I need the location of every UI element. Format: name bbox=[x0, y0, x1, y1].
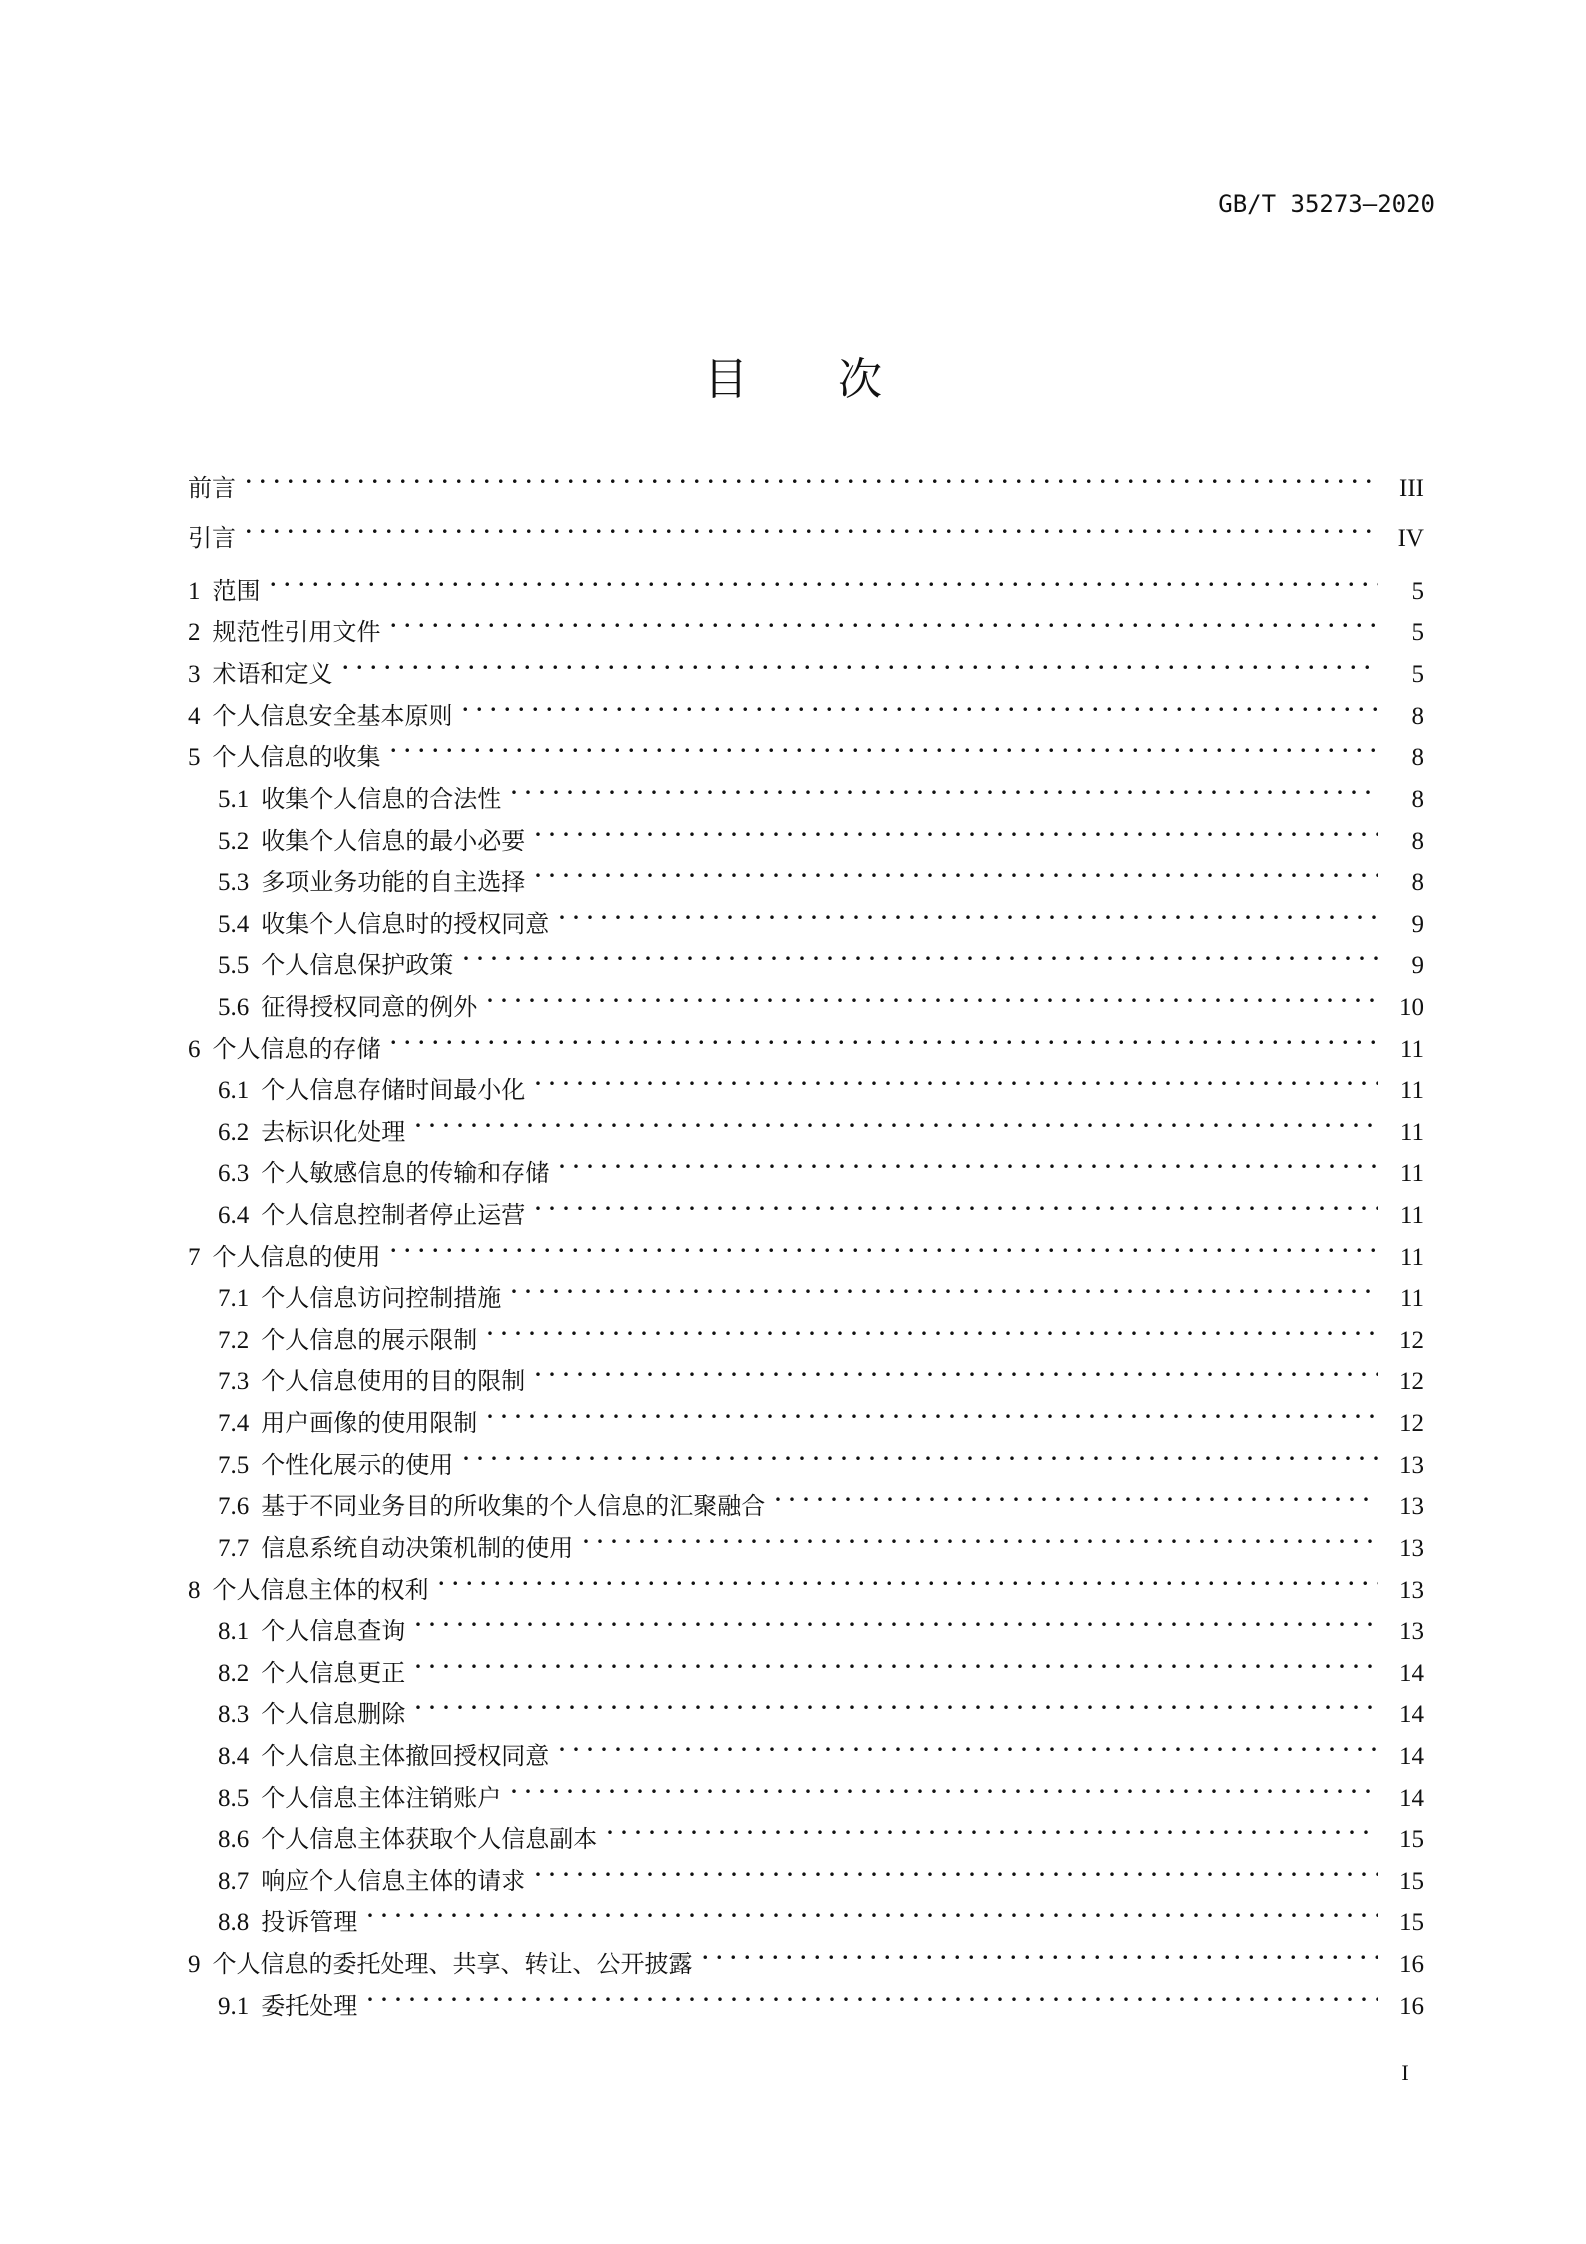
page-title-char-2: 次 bbox=[838, 354, 882, 405]
toc-entry-label: 个人信息查询 bbox=[261, 1617, 406, 1645]
toc-entry-page: 8 bbox=[1411, 703, 1424, 730]
dot-leader bbox=[391, 1225, 1379, 1265]
toc-entry[interactable] bbox=[218, 1433, 1424, 1479]
toc-entry-label: 个人信息的委托处理、共享、转让、公开披露 bbox=[212, 1950, 693, 1978]
toc-entry-number: 5.1 bbox=[218, 786, 250, 813]
dot-leader bbox=[415, 1682, 1378, 1722]
toc-entry-label: 个人敏感信息的传输和存储 bbox=[261, 1159, 550, 1187]
toc-entry-label: 个人信息主体注销账户 bbox=[261, 1784, 502, 1812]
toc-entry[interactable] bbox=[188, 600, 1424, 646]
toc-entry[interactable] bbox=[218, 892, 1424, 938]
toc-entry-label: 个人信息保护政策 bbox=[261, 951, 454, 979]
toc-entry-number: 7.4 bbox=[218, 1410, 250, 1437]
toc-entry-page: III bbox=[1399, 475, 1424, 502]
toc-entry-number: 9.1 bbox=[218, 1993, 250, 2020]
toc-entry-number: 6.1 bbox=[218, 1077, 250, 1104]
toc-entry-label: 个性化展示的使用 bbox=[261, 1451, 454, 1479]
toc-entry[interactable] bbox=[218, 1058, 1424, 1104]
dot-leader bbox=[535, 809, 1378, 849]
toc-entry-label: 个人信息的收集 bbox=[212, 743, 381, 771]
toc-entry-label: 去标识化处理 bbox=[261, 1118, 406, 1146]
dot-leader bbox=[415, 1100, 1378, 1140]
toc-entry-number: 5.6 bbox=[218, 994, 250, 1021]
toc-entry-page: 5 bbox=[1411, 661, 1424, 688]
dot-leader bbox=[703, 1932, 1379, 1972]
toc-entry-label: 前言 bbox=[188, 474, 236, 502]
toc-entry-page: 12 bbox=[1399, 1410, 1424, 1437]
toc-entry[interactable] bbox=[218, 1890, 1424, 1936]
toc-entry[interactable] bbox=[218, 1641, 1424, 1687]
dot-leader bbox=[415, 1599, 1378, 1639]
toc-entry-number: 8.5 bbox=[218, 1785, 250, 1812]
toc-entry[interactable] bbox=[188, 1225, 1424, 1271]
toc-entry-page: 11 bbox=[1399, 1119, 1424, 1146]
toc-entry-page: 8 bbox=[1411, 869, 1424, 896]
toc-entry-page: 16 bbox=[1399, 1951, 1424, 1978]
dot-leader bbox=[487, 1391, 1378, 1431]
toc-entry[interactable] bbox=[218, 1599, 1424, 1645]
toc-entry-page: 11 bbox=[1399, 1285, 1424, 1312]
toc-entry-label: 个人信息的展示限制 bbox=[261, 1326, 478, 1354]
toc-entry-page: 13 bbox=[1399, 1493, 1424, 1520]
dot-leader bbox=[391, 600, 1379, 640]
dot-leader bbox=[367, 1890, 1378, 1930]
dot-leader bbox=[535, 850, 1378, 890]
toc-entry-number: 7.2 bbox=[218, 1327, 250, 1354]
toc-entry[interactable] bbox=[218, 767, 1424, 813]
toc-entry[interactable] bbox=[188, 1017, 1424, 1063]
toc-entry-number: 6.2 bbox=[218, 1119, 250, 1146]
page-title bbox=[0, 343, 1586, 407]
toc-entry-number: 5.2 bbox=[218, 828, 250, 855]
dot-leader bbox=[246, 506, 1378, 546]
page-number: I bbox=[1401, 2060, 1409, 2085]
toc-entry-label: 响应个人信息主体的请求 bbox=[261, 1867, 526, 1895]
toc-entry-label: 个人信息删除 bbox=[261, 1700, 406, 1728]
toc-entry[interactable] bbox=[188, 559, 1424, 605]
toc-entry-page: 8 bbox=[1411, 744, 1424, 771]
toc-entry-number: 7.7 bbox=[218, 1535, 250, 1562]
toc-entry-page: 12 bbox=[1399, 1327, 1424, 1354]
toc-entry-page: 15 bbox=[1399, 1868, 1424, 1895]
dot-leader bbox=[535, 1058, 1378, 1098]
dot-leader bbox=[535, 1349, 1378, 1389]
toc-entry-number: 7.1 bbox=[218, 1285, 250, 1312]
toc-entry-number: 5.4 bbox=[218, 911, 250, 938]
toc-entry[interactable] bbox=[218, 1349, 1424, 1395]
toc-entry-label: 征得授权同意的例外 bbox=[261, 993, 478, 1021]
toc-entry-number: 6.3 bbox=[218, 1160, 250, 1187]
toc-entry-label: 术语和定义 bbox=[212, 660, 333, 688]
toc-entry-page: 15 bbox=[1399, 1909, 1424, 1936]
toc-entry-number: 8.6 bbox=[218, 1826, 250, 1853]
toc-entry[interactable] bbox=[188, 456, 1424, 502]
toc-entry[interactable] bbox=[218, 1266, 1424, 1312]
toc-entry-number: 5.5 bbox=[218, 952, 250, 979]
toc-entry-label: 投诉管理 bbox=[261, 1908, 358, 1936]
toc-entry-label: 规范性引用文件 bbox=[212, 618, 381, 646]
toc-entry-label: 个人信息使用的目的限制 bbox=[261, 1367, 526, 1395]
toc-entry-number: 5 bbox=[188, 744, 201, 771]
toc-entry-label: 基于不同业务目的所收集的个人信息的汇聚融合 bbox=[261, 1492, 766, 1520]
toc-entry-label: 个人信息的使用 bbox=[212, 1243, 381, 1271]
toc-entry-number: 8.1 bbox=[218, 1618, 250, 1645]
toc-entry-page: 14 bbox=[1399, 1701, 1424, 1728]
toc-entry[interactable] bbox=[218, 850, 1424, 896]
toc-entry[interactable] bbox=[218, 1474, 1424, 1520]
dot-leader bbox=[463, 684, 1379, 724]
dot-leader bbox=[559, 1141, 1378, 1181]
toc-entry-page: 13 bbox=[1399, 1535, 1424, 1562]
dot-leader bbox=[439, 1558, 1379, 1598]
toc-entry-page: 13 bbox=[1399, 1452, 1424, 1479]
toc-entry-page: 13 bbox=[1399, 1618, 1424, 1645]
toc-entry[interactable] bbox=[188, 642, 1424, 688]
toc-entry-number: 7.5 bbox=[218, 1452, 250, 1479]
toc-entry[interactable] bbox=[188, 684, 1424, 730]
toc-entry-number: 6.4 bbox=[218, 1202, 250, 1229]
toc-entry[interactable] bbox=[218, 1516, 1424, 1562]
dot-leader bbox=[391, 1017, 1379, 1057]
toc-entry-label: 个人信息的存储 bbox=[212, 1035, 381, 1063]
toc-entry-label: 委托处理 bbox=[261, 1992, 358, 2020]
toc-entry-number: 3 bbox=[188, 661, 201, 688]
toc-entry-label: 个人信息存储时间最小化 bbox=[261, 1076, 526, 1104]
toc-entry-number: 7.6 bbox=[218, 1493, 250, 1520]
toc-entry-page: 14 bbox=[1399, 1660, 1424, 1687]
toc-entry-number: 1 bbox=[188, 578, 201, 605]
toc-entry-page: 14 bbox=[1399, 1785, 1424, 1812]
toc-entry-label: 个人信息访问控制措施 bbox=[261, 1284, 502, 1312]
toc-entry[interactable] bbox=[218, 1308, 1424, 1354]
toc-entry-label: 个人信息主体的权利 bbox=[212, 1576, 429, 1604]
toc-entry-page: 11 bbox=[1399, 1244, 1424, 1271]
toc-entry-number: 8.3 bbox=[218, 1701, 250, 1728]
toc-entry-page: 11 bbox=[1399, 1036, 1424, 1063]
toc-entry[interactable] bbox=[218, 1141, 1424, 1187]
dot-leader bbox=[415, 1641, 1378, 1681]
toc-entry-label: 用户画像的使用限制 bbox=[261, 1409, 478, 1437]
toc-entry[interactable] bbox=[218, 975, 1424, 1021]
toc-entry-page: 9 bbox=[1411, 952, 1424, 979]
toc-entry-number: 8.7 bbox=[218, 1868, 250, 1895]
toc-entry[interactable] bbox=[218, 1974, 1424, 2020]
dot-leader bbox=[343, 642, 1379, 682]
dot-leader bbox=[775, 1474, 1378, 1514]
toc-entry-page: 5 bbox=[1411, 619, 1424, 646]
toc-entry[interactable] bbox=[218, 809, 1424, 855]
toc-entry[interactable] bbox=[188, 725, 1424, 771]
toc-entry-label: 收集个人信息的合法性 bbox=[261, 785, 502, 813]
toc-entry-page: 14 bbox=[1399, 1743, 1424, 1770]
toc-entry-page: 11 bbox=[1399, 1077, 1424, 1104]
toc-entry-number: 9 bbox=[188, 1951, 201, 1978]
dot-leader bbox=[559, 892, 1378, 932]
dot-leader bbox=[391, 725, 1379, 765]
toc-entry[interactable] bbox=[218, 1183, 1424, 1229]
dot-leader bbox=[607, 1807, 1378, 1847]
toc-entry[interactable] bbox=[218, 1807, 1424, 1853]
toc-entry-page: 11 bbox=[1399, 1202, 1424, 1229]
dot-leader bbox=[511, 767, 1378, 807]
toc-entry-label: 个人信息更正 bbox=[261, 1659, 406, 1687]
dot-leader bbox=[367, 1974, 1378, 2014]
toc-entry-page: 16 bbox=[1399, 1993, 1424, 2020]
toc-entry-page: 8 bbox=[1411, 828, 1424, 855]
toc-entry-number: 7.3 bbox=[218, 1368, 250, 1395]
toc-entry[interactable] bbox=[218, 1849, 1424, 1895]
toc-entry[interactable] bbox=[218, 1100, 1424, 1146]
dot-leader bbox=[463, 933, 1378, 973]
toc-entry-number: 5.3 bbox=[218, 869, 250, 896]
toc-entry-number: 7 bbox=[188, 1244, 201, 1271]
dot-leader bbox=[271, 559, 1379, 599]
toc-entry-label: 范围 bbox=[212, 577, 261, 605]
toc-entry-number: 8 bbox=[188, 1577, 201, 1604]
toc-entry[interactable] bbox=[218, 1391, 1424, 1437]
toc-entry-page: 15 bbox=[1399, 1826, 1424, 1853]
dot-leader bbox=[535, 1183, 1378, 1223]
toc-entry-number: 2 bbox=[188, 619, 201, 646]
toc-entry-page: 11 bbox=[1399, 1160, 1424, 1187]
toc-entry-label: 引言 bbox=[188, 524, 236, 552]
dot-leader bbox=[487, 975, 1378, 1015]
dot-leader bbox=[583, 1516, 1378, 1556]
toc-entry-number: 8.4 bbox=[218, 1743, 250, 1770]
toc-entry-page: 9 bbox=[1411, 911, 1424, 938]
dot-leader bbox=[487, 1308, 1378, 1348]
toc-entry-page: 12 bbox=[1399, 1368, 1424, 1395]
toc-entry-label: 个人信息控制者停止运营 bbox=[261, 1201, 526, 1229]
dot-leader bbox=[559, 1724, 1378, 1764]
toc-entry[interactable] bbox=[218, 1724, 1424, 1770]
toc-entry-page: 8 bbox=[1411, 786, 1424, 813]
toc-entry[interactable] bbox=[188, 1558, 1424, 1604]
toc-entry-page: 5 bbox=[1411, 578, 1424, 605]
toc-entry[interactable] bbox=[218, 933, 1424, 979]
toc-entry[interactable] bbox=[218, 1766, 1424, 1812]
toc-entry-label: 个人信息主体获取个人信息副本 bbox=[261, 1825, 598, 1853]
toc-entry-number: 8.8 bbox=[218, 1909, 250, 1936]
toc-entry-label: 收集个人信息的最小必要 bbox=[261, 827, 526, 855]
dot-leader bbox=[246, 456, 1378, 496]
toc-entry-label: 多项业务功能的自主选择 bbox=[261, 868, 526, 896]
page-title-char-1: 目 bbox=[704, 354, 748, 405]
toc-entry[interactable] bbox=[188, 1932, 1424, 1978]
dot-leader bbox=[511, 1266, 1378, 1306]
toc-entry[interactable] bbox=[188, 506, 1424, 552]
toc-entry-label: 个人信息安全基本原则 bbox=[212, 702, 453, 730]
toc-entry-number: 6 bbox=[188, 1036, 201, 1063]
dot-leader bbox=[535, 1849, 1378, 1889]
standard-code: GB/T 35273—2020 bbox=[1218, 190, 1435, 218]
dot-leader bbox=[463, 1433, 1378, 1473]
toc-entry-number: 8.2 bbox=[218, 1660, 250, 1687]
toc-entry-label: 收集个人信息时的授权同意 bbox=[261, 910, 550, 938]
toc-entry-page: IV bbox=[1397, 525, 1424, 552]
toc-entry-number: 4 bbox=[188, 703, 201, 730]
toc-entry-label: 个人信息主体撤回授权同意 bbox=[261, 1742, 550, 1770]
toc-entry[interactable] bbox=[218, 1682, 1424, 1728]
toc-entry-label: 信息系统自动决策机制的使用 bbox=[261, 1534, 574, 1562]
dot-leader bbox=[511, 1766, 1378, 1806]
toc-entry-page: 10 bbox=[1399, 994, 1424, 1021]
toc-entry-page: 13 bbox=[1399, 1577, 1424, 1604]
